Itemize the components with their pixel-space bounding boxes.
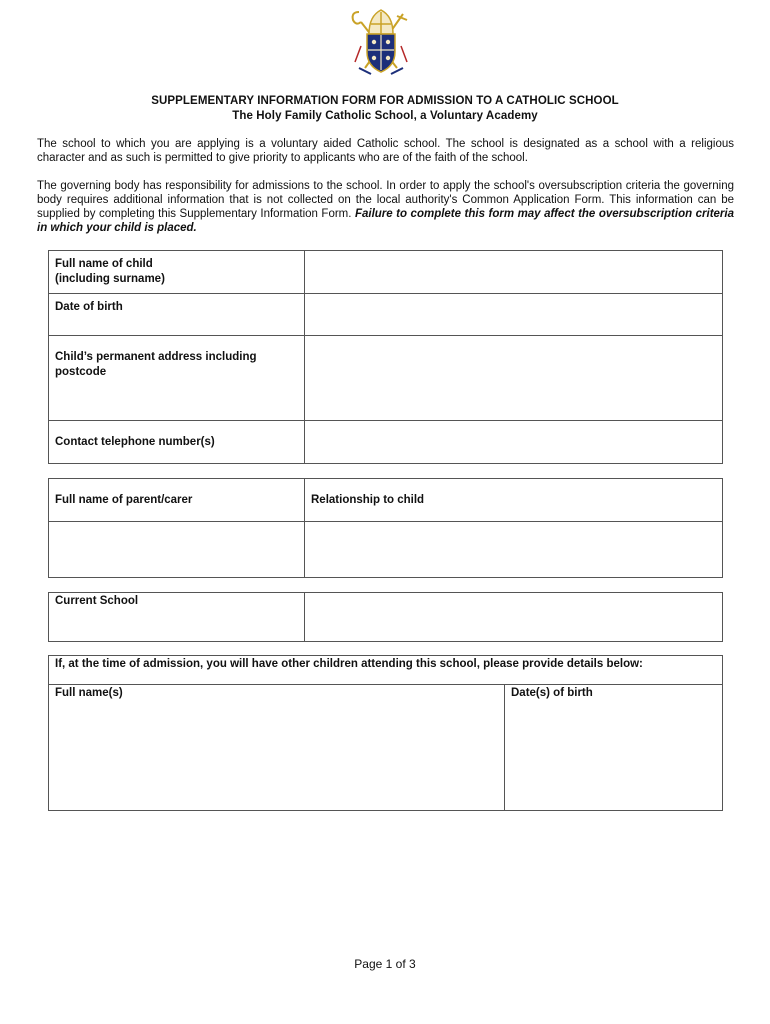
sibling-dob-label: Date(s) of birth [511,687,593,699]
relationship-label: Relationship to child [311,494,425,506]
phone-field[interactable] [305,421,723,464]
intro-paragraph-2-text: The governing body has responsibility for admissions to the school. In order to apply the school's oversubscription criteria the governing body requires additional information that is not collected on the local authority's Common Application Form. This information can be supplied by completing this Supplementary Information Form. [37,180,734,220]
page-number: Page 1 of 3 [354,957,416,971]
child-name-label-cell [49,251,305,294]
form-title: SUPPLEMENTARY INFORMATION FORM FOR ADMISSION TO A CATHOLIC SCHOOL [151,95,619,107]
address-field[interactable] [305,336,723,421]
address-sublabel: postcode [55,366,107,378]
parent-table [48,478,723,578]
parent-name-label: Full name of parent/carer [55,494,193,506]
siblings-table [48,655,723,811]
current-school-field[interactable] [305,593,723,642]
relationship-field[interactable] [305,522,723,578]
sibling-names-label: Full name(s) [55,687,123,699]
siblings-prompt: If, at the time of admission, you will have other children attending this school, please provide details below: [55,658,643,670]
intro-paragraph-1: The school to which you are applying is a voluntary aided Catholic school. The school is designated as a school with a religious character and as such is permitted to give priority to applicants who are of the faith of the school. [37,138,734,164]
child-name-field[interactable] [305,251,723,294]
current-school-table [48,592,723,642]
intro-warning: Failure to complete this form may affect the oversubscription criteria in which your child is placed. [37,208,734,234]
address-label: Child’s permanent address including [55,351,257,363]
dob-label: Date of birth [55,301,123,313]
child-name-sublabel: (including surname) [55,273,165,285]
sibling-dob-field[interactable] [505,685,723,811]
child-details-table [48,250,723,464]
diocesan-crest-icon [347,6,415,78]
intro-paragraph-2 [37,179,734,235]
sibling-names-field[interactable] [49,685,505,811]
phone-label: Contact telephone number(s) [55,436,215,448]
child-name-label: Full name of child [55,258,153,270]
school-subtitle: The Holy Family Catholic School, a Voluntary Academy [232,110,538,122]
current-school-label: Current School [55,595,139,607]
dob-field[interactable] [305,294,723,336]
parent-name-field[interactable] [49,522,305,578]
